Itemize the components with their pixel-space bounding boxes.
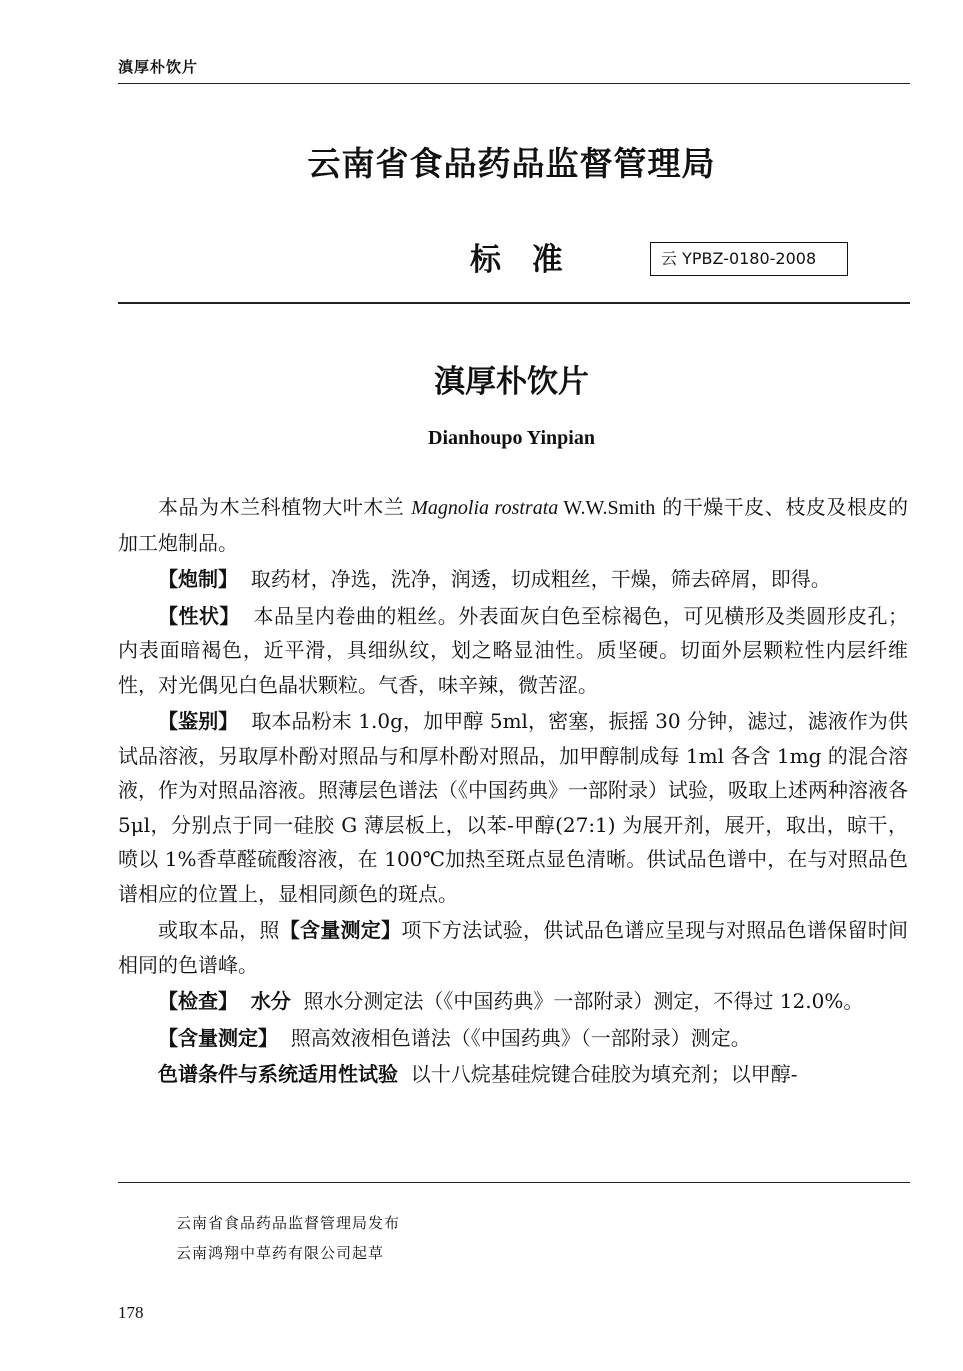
inspection-text: 照水分测定法（《中国药典》一部附录）测定，不得过 12.0%。: [303, 989, 864, 1013]
latin-name: Magnolia rostrata: [411, 497, 559, 519]
assay-label: 【含量测定】: [158, 1025, 278, 1050]
assay-paragraph: [118, 1021, 908, 1056]
chromatography-paragraph: [118, 1057, 908, 1092]
agency-title: 云南省食品药品监督管理局: [307, 144, 716, 183]
intro-text-1: 本品为木兰科植物大叶木兰: [158, 495, 412, 519]
assay-text: 照高效液相色谱法（《中国药典》（一部附录）测定。: [290, 1025, 751, 1050]
footer-rule: [118, 1182, 910, 1183]
processing-label: 【炮制】: [158, 567, 238, 591]
document-title: 滇厚朴饮片: [434, 364, 589, 400]
inspection-paragraph: [118, 984, 908, 1019]
processing-paragraph: [118, 562, 908, 597]
standard-label: 标 准: [470, 242, 573, 278]
footer-publisher: 云南省食品药品监督管理局发布: [176, 1214, 401, 1232]
author-name: W.W.Smith: [558, 497, 656, 519]
intro-text-2: 的干燥干皮、枝皮及根皮的加工炮制品。: [118, 495, 909, 555]
description-text: 本品呈内卷曲的粗丝。外表面灰白色至棕褐色，可见横形及类圆形皮孔；内表面暗褐色，近平滑，具细纵纹，划之略显油性。质坚硬。切面外层颗粒性内层纤维性，对光偶见白色晶状颗粒。气香，味辛辣，微苦涩。: [118, 603, 909, 697]
identification-label: 【鉴别】: [158, 709, 239, 733]
processing-text: 取药材，净选，洗净，润透，切成粗丝，干燥，筛去碎屑，即得。: [250, 567, 831, 591]
identification-alt-suffix: 项下方法试验，供试品色谱应呈现与对照品色谱保留时间相同的色谱峰。: [118, 918, 909, 977]
header-rule: [118, 83, 910, 84]
description-label: 【性状】: [158, 603, 240, 628]
description-paragraph: [118, 599, 908, 703]
title-rule: [118, 302, 910, 304]
identification-alt-paragraph: [118, 913, 908, 982]
page-number: 178: [118, 1303, 144, 1322]
inspection-label: 【检查】: [158, 989, 238, 1013]
chromatography-label: 色谱条件与系统适用性试验: [158, 1062, 398, 1086]
identification-alt-ref: 【含量测定】: [279, 918, 402, 942]
identification-text: 取本品粉末 1.0g，加甲醇 5ml，密塞，振摇 30 分钟，滤过，滤液作为供试品溶液，另取厚朴酚对照品与和厚朴酚对照品，加甲醇制成每 1ml 各含 1mg 的混合溶液，作为对照品溶液。照薄层色谱法（《中国药典》一部附录）试验，吸取上述两种溶液各 5μl，分别点于同一硅胶 G 薄层板上，以苯-甲醇(27:1) 为展开剂，展开，取出，晾干，喷以 1%香草醛硫酸溶液，在 100℃加热至斑点显色清晰。供试品色谱中，在与对照品色谱相应的位置上，显相同颜色的斑点。: [118, 709, 909, 906]
standard-number-box: 云 YPBZ-0180-2008: [650, 242, 848, 276]
running-head: 滇厚朴饮片: [118, 58, 199, 76]
document-pinyin: Dianhoupo Yinpian: [428, 427, 595, 449]
chromatography-text: 以十八烷基硅烷键合硅胶为填充剂；以甲醇-: [410, 1062, 798, 1086]
footer-drafter: 云南鸿翔中草药有限公司起草: [176, 1244, 385, 1262]
identification-alt-prefix: 或取本品，照: [158, 918, 280, 942]
intro-paragraph: [118, 490, 908, 560]
body-text: [118, 490, 908, 1094]
identification-paragraph: [118, 704, 908, 911]
inspection-item: 水分: [250, 989, 291, 1013]
